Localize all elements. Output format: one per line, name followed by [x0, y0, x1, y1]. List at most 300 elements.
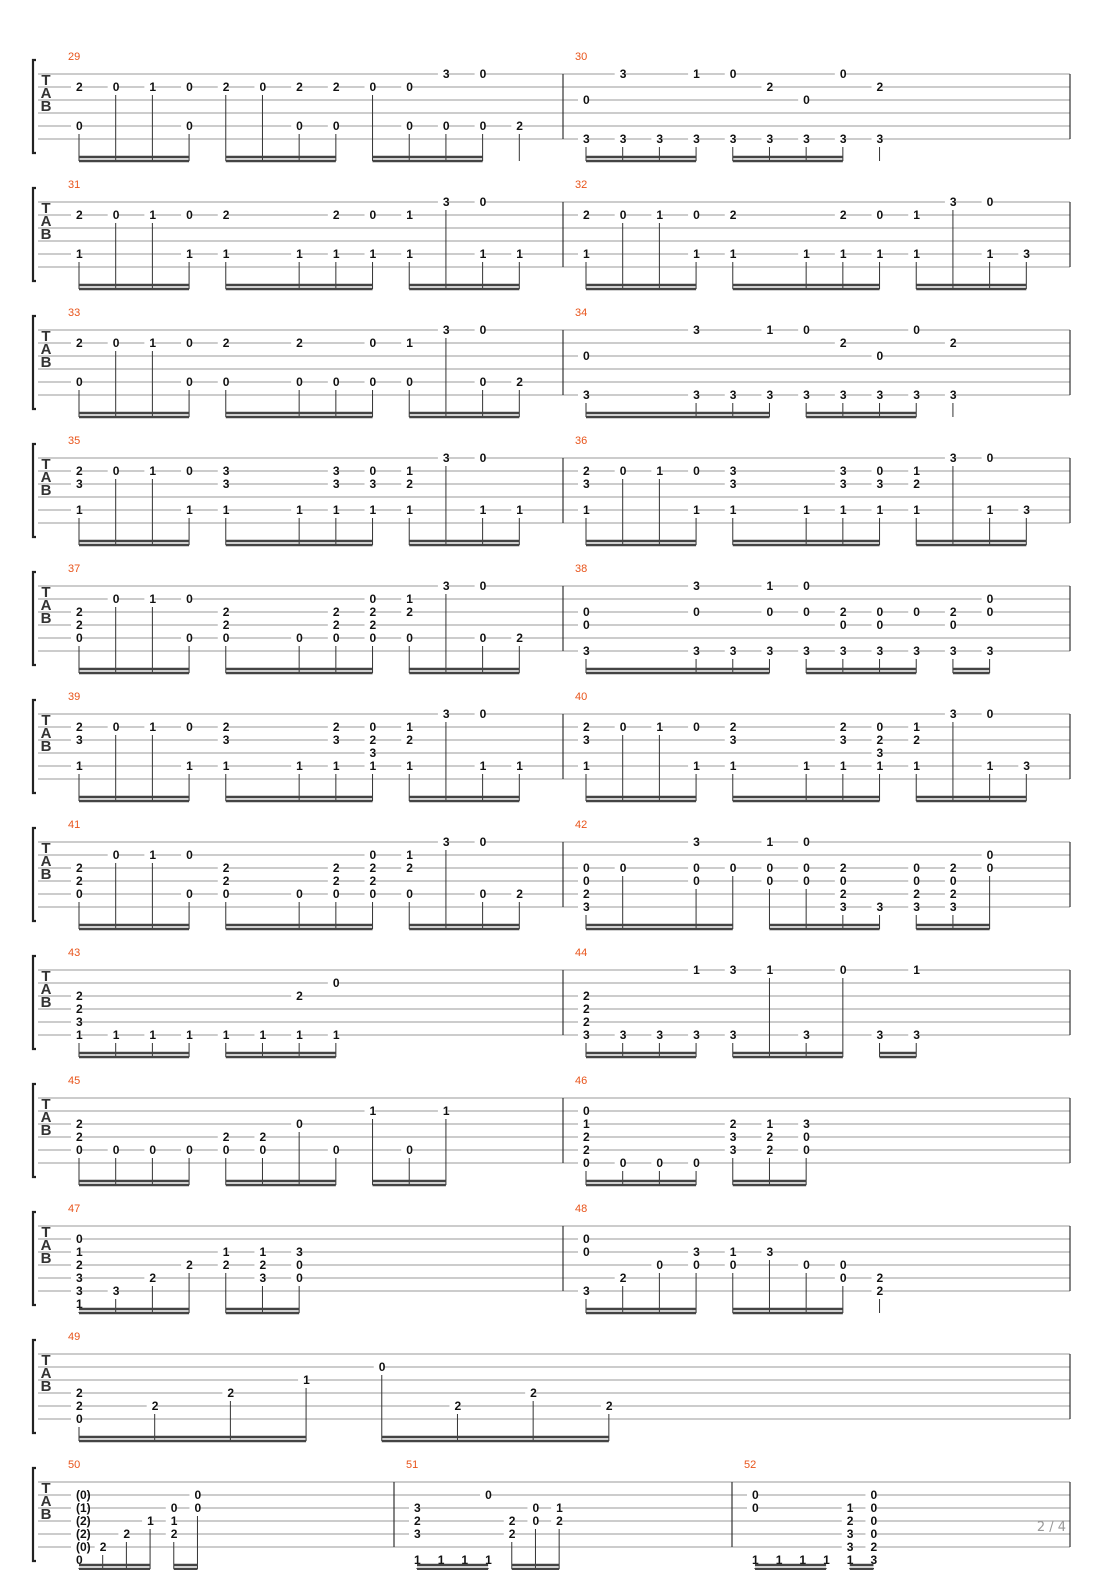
fret-number: 3: [222, 733, 230, 747]
fret-number: 2: [332, 80, 340, 94]
tab-clef-letter: T: [41, 1224, 51, 1241]
measure-number: 51: [406, 1459, 419, 1471]
fret-number: 3: [222, 477, 230, 491]
fret-number: 0: [442, 119, 450, 133]
fret-number: 0: [369, 592, 377, 606]
fret-number: 2: [530, 1386, 537, 1400]
fret-number: 1: [170, 1514, 178, 1528]
fret-number: 0: [803, 874, 810, 888]
fret-number: 2: [296, 80, 303, 94]
fret-number: 0: [656, 1258, 664, 1272]
tab-system: [33, 307, 1070, 417]
fret-number: 3: [259, 1271, 267, 1285]
fret-number: 1: [913, 759, 920, 773]
fret-number: 1: [149, 848, 157, 862]
fret-number: 3: [414, 1527, 421, 1541]
fret-number: 0: [186, 119, 193, 133]
fret-number: 2: [839, 208, 847, 222]
fret-number: 0: [186, 887, 193, 901]
fret-number: 3: [729, 733, 737, 747]
fret-number: 2: [76, 861, 83, 875]
tab-clef-letter: A: [40, 85, 52, 102]
fret-number: 1: [296, 247, 303, 261]
fret-number: 3: [1023, 247, 1030, 261]
system-bracket: [33, 572, 36, 665]
fret-number: 3: [112, 1284, 120, 1298]
measure-number: 49: [68, 1331, 81, 1343]
fret-number: 2: [583, 1015, 590, 1029]
fret-number: 0: [194, 1501, 202, 1515]
fret-number: 0: [296, 119, 303, 133]
fret-number: 3: [913, 644, 920, 658]
fret-number: 2: [332, 874, 340, 888]
fret-number: 2: [76, 1002, 83, 1016]
tab-clef-letter: B: [40, 354, 52, 371]
fret-number: 3: [583, 388, 590, 402]
tab-system: [33, 947, 1070, 1057]
fret-number: 2: [766, 1130, 774, 1144]
fret-number: 2: [259, 1258, 267, 1272]
fret-number: 0: [876, 618, 884, 632]
fret-number: 1: [149, 592, 157, 606]
fret-number: 0: [839, 1271, 847, 1285]
fret-number: 0: [583, 93, 590, 107]
fret-number: 3: [442, 707, 450, 721]
fret-number: 2: [170, 1527, 178, 1541]
fret-number: 3: [1023, 503, 1030, 517]
fret-number: 2: [222, 1258, 230, 1272]
tab-system: [33, 435, 1070, 545]
fret-number: 2: [76, 1117, 83, 1131]
fret-number: 1: [461, 1553, 469, 1567]
tab-clef-letter: A: [40, 981, 52, 998]
fret-number: 2: [583, 720, 590, 734]
fret-number: 0: [186, 1143, 193, 1157]
fret-number: 0: [76, 1143, 83, 1157]
fret-number: 0: [949, 874, 957, 888]
fret-number: 3: [839, 477, 847, 491]
fret-number: 0: [766, 874, 774, 888]
measure-number: 39: [68, 691, 81, 703]
fret-number: 2: [583, 1002, 590, 1016]
fret-number: 2: [913, 887, 920, 901]
fret-number: 0: [839, 618, 847, 632]
fret-number: 2: [729, 720, 737, 734]
fret-number: 1: [76, 759, 83, 773]
tab-system: [33, 179, 1070, 289]
fret-number: 0: [369, 464, 377, 478]
fret-number: 1: [296, 503, 303, 517]
fret-number: 3: [583, 132, 590, 146]
fret-number: 0: [729, 861, 737, 875]
fret-number: 1: [303, 1373, 310, 1387]
fret-number: 0: [870, 1501, 878, 1515]
fret-number: 3: [332, 733, 340, 747]
fret-number: 0: [583, 1245, 590, 1259]
measure-number: 40: [575, 691, 588, 703]
tab-clef-letter: B: [40, 866, 52, 883]
fret-number: 2: [949, 336, 957, 350]
fret-number: 2: [76, 1386, 83, 1400]
fret-number: 0: [369, 887, 377, 901]
fret-number: 1: [147, 1514, 154, 1528]
fret-number: 1: [76, 503, 83, 517]
fret-number: 1: [846, 1501, 854, 1515]
fret-number: 3: [846, 1527, 854, 1541]
fret-number: 0: [186, 592, 193, 606]
fret-number: 1: [76, 1028, 83, 1042]
fret-number: 0: [369, 208, 377, 222]
fret-number: 0: [479, 451, 487, 465]
fret-number: 1: [913, 720, 920, 734]
fret-number: 1: [986, 759, 994, 773]
fret-number: 3: [876, 132, 884, 146]
fret-number: 0: [485, 1488, 492, 1502]
fret-number: 3: [986, 644, 994, 658]
fret-number: 0: [76, 1553, 83, 1567]
fret-number: 3: [583, 477, 590, 491]
measure-number: 52: [744, 1459, 757, 1471]
fret-number: 1: [516, 759, 523, 773]
fret-number: 2: [76, 618, 83, 632]
fret-number: 0: [406, 375, 413, 389]
fret-number: 1: [76, 1297, 83, 1311]
fret-number: 0: [619, 464, 627, 478]
fret-number: 0: [369, 375, 377, 389]
fret-number: 2: [583, 1130, 590, 1144]
tab-clef-letter: B: [40, 738, 52, 755]
fret-number: 0: [332, 1143, 340, 1157]
fret-number: 0: [76, 375, 83, 389]
fret-number: 2: [222, 618, 230, 632]
fret-number: 0: [76, 119, 83, 133]
fret-number: 3: [332, 477, 340, 491]
fret-number: 3: [839, 132, 847, 146]
fret-number: 3: [729, 644, 737, 658]
fret-number: 2: [454, 1399, 462, 1413]
fret-number: 0: [803, 1143, 810, 1157]
fret-number: 2: [913, 477, 920, 491]
fret-number: 0: [876, 605, 884, 619]
fret-number: 3: [693, 1245, 700, 1259]
fret-number: 2: [332, 605, 340, 619]
fret-number: 2: [583, 989, 590, 1003]
fret-number: 1: [222, 503, 230, 517]
fret-number: 1: [406, 503, 413, 517]
system-bracket: [33, 1212, 36, 1305]
fret-number: 3: [296, 1245, 303, 1259]
fret-number: 3: [583, 900, 590, 914]
tab-clef-letter: A: [40, 1237, 52, 1254]
tab-clef-letter: T: [41, 968, 51, 985]
tab-clef-letter: A: [40, 853, 52, 870]
fret-number: 3: [913, 388, 920, 402]
fret-number: 0: [729, 67, 737, 81]
tab-clef-letter: A: [40, 597, 52, 614]
fret-number: 0: [479, 323, 487, 337]
fret-number: 2: [332, 208, 340, 222]
fret-number: 3: [876, 900, 884, 914]
fret-number: 2: [583, 1143, 590, 1157]
fret-number: 2: [222, 336, 230, 350]
fret-number: 1: [775, 1553, 783, 1567]
fret-number: 0: [583, 605, 590, 619]
tab-clef-letter: B: [40, 1378, 52, 1395]
fret-number: 3: [839, 900, 847, 914]
fret-number: 1: [332, 759, 340, 773]
tab-system: [33, 1203, 1070, 1313]
fret-number: 0: [583, 861, 590, 875]
fret-number: 0: [332, 976, 340, 990]
fret-number: 2: [839, 605, 847, 619]
fret-number: 0: [332, 375, 340, 389]
fret-number: 3: [442, 323, 450, 337]
fret-number: 0: [76, 887, 83, 901]
fret-number: 0: [112, 1143, 120, 1157]
fret-number: 0: [693, 861, 700, 875]
fret-number: 2: [870, 1540, 878, 1554]
fret-number: 2: [516, 375, 523, 389]
fret-number: 1: [369, 247, 377, 261]
measure-number: 50: [68, 1459, 81, 1471]
fret-number: 2: [332, 618, 340, 632]
fret-number: 2: [516, 631, 523, 645]
fret-number: 0: [803, 1258, 810, 1272]
fret-number: 3: [656, 1028, 664, 1042]
fret-number: (1): [76, 1501, 91, 1515]
tab-clef-letter: B: [40, 610, 52, 627]
fret-number: 1: [803, 247, 810, 261]
fret-number: 0: [149, 1143, 157, 1157]
fret-number: 0: [766, 861, 774, 875]
fret-number: 1: [913, 503, 920, 517]
fret-number: 3: [876, 1028, 884, 1042]
fret-number: 3: [839, 388, 847, 402]
fret-number: 1: [296, 759, 303, 773]
fret-number: 0: [186, 336, 193, 350]
system-bracket: [33, 700, 36, 793]
fret-number: 0: [913, 861, 920, 875]
page-number: 2 / 4: [1036, 1520, 1066, 1535]
fret-number: 1: [656, 208, 664, 222]
fret-number: 1: [729, 759, 737, 773]
tab-clef-letter: B: [40, 1506, 52, 1523]
fret-number: 0: [752, 1501, 759, 1515]
fret-number: 1: [222, 759, 230, 773]
fret-number: 1: [406, 464, 413, 478]
fret-number: 0: [986, 605, 994, 619]
fret-number: 0: [170, 1501, 178, 1515]
fret-number: 1: [485, 1553, 492, 1567]
fret-number: 0: [870, 1527, 878, 1541]
fret-number: 0: [369, 631, 377, 645]
fret-number: 1: [823, 1553, 830, 1567]
fret-number: 2: [332, 861, 340, 875]
fret-number: 1: [693, 759, 700, 773]
fret-number: 1: [406, 208, 413, 222]
tab-clef-letter: A: [40, 469, 52, 486]
system-bracket: [33, 316, 36, 409]
fret-number: 2: [846, 1514, 854, 1528]
fret-number: 1: [186, 247, 193, 261]
fret-number: 0: [406, 119, 413, 133]
fret-number: 0: [222, 887, 230, 901]
fret-number: 1: [803, 759, 810, 773]
fret-number: 2: [76, 605, 83, 619]
fret-number: 1: [149, 1028, 157, 1042]
fret-number: 1: [149, 336, 157, 350]
fret-number: 1: [369, 1104, 377, 1118]
fret-number: 2: [839, 720, 847, 734]
fret-number: 3: [876, 746, 884, 760]
system-bracket: [33, 1340, 36, 1433]
fret-number: 2: [222, 1130, 230, 1144]
fret-number: 0: [986, 707, 994, 721]
fret-number: 2: [186, 1258, 193, 1272]
fret-number: 0: [803, 605, 810, 619]
fret-number: 3: [949, 900, 957, 914]
fret-number: 3: [870, 1553, 878, 1567]
fret-number: 1: [876, 759, 884, 773]
fret-number: 3: [949, 707, 957, 721]
fret-number: 1: [583, 759, 590, 773]
fret-number: 1: [693, 67, 700, 81]
fret-number: 3: [222, 464, 230, 478]
fret-number: 1: [406, 848, 413, 862]
fret-number: 2: [99, 1540, 107, 1554]
fret-number: 0: [839, 963, 847, 977]
fret-number: 1: [76, 247, 83, 261]
tab-clef-letter: T: [41, 840, 51, 857]
fret-number: 0: [693, 464, 700, 478]
fret-number: 2: [222, 720, 230, 734]
fret-number: 3: [729, 477, 737, 491]
fret-number: 3: [332, 464, 340, 478]
fret-number: 3: [949, 451, 957, 465]
fret-number: 0: [259, 80, 267, 94]
fret-number: 0: [186, 720, 193, 734]
tab-system: [33, 691, 1070, 801]
fret-number: 2: [839, 861, 847, 875]
fret-number: 2: [508, 1514, 516, 1528]
fret-number: 2: [222, 80, 230, 94]
fret-number: 2: [76, 336, 83, 350]
fret-number: 0: [112, 720, 120, 734]
fret-number: 0: [194, 1488, 202, 1502]
fret-number: 2: [406, 733, 413, 747]
measure-number: 38: [575, 563, 588, 575]
fret-number: 0: [532, 1501, 540, 1515]
fret-number: 0: [296, 1117, 303, 1131]
fret-number: 2: [876, 733, 884, 747]
fret-number: 3: [729, 464, 737, 478]
fret-number: 0: [583, 1104, 590, 1118]
measure-number: 37: [68, 563, 81, 575]
fret-number: 0: [479, 579, 487, 593]
measure-number: 30: [575, 51, 588, 63]
fret-number: 0: [369, 336, 377, 350]
fret-number: 1: [186, 503, 193, 517]
fret-number: 0: [986, 592, 994, 606]
fret-number: 0: [913, 874, 920, 888]
fret-number: 0: [479, 707, 487, 721]
fret-number: (0): [76, 1540, 91, 1554]
fret-number: 1: [766, 323, 774, 337]
measure-number: 31: [68, 179, 81, 191]
tab-clef-letter: T: [41, 200, 51, 217]
fret-number: 1: [583, 247, 590, 261]
fret-number: 0: [222, 375, 230, 389]
fret-number: 2: [222, 861, 230, 875]
fret-number: 1: [479, 759, 487, 773]
fret-number: 1: [406, 720, 413, 734]
fret-number: 3: [876, 644, 884, 658]
fret-number: 3: [876, 388, 884, 402]
tab-system: [33, 1459, 1070, 1569]
measure-number: 43: [68, 947, 81, 959]
fret-number: 2: [516, 119, 523, 133]
fret-number: 1: [729, 1245, 737, 1259]
fret-number: 1: [839, 759, 847, 773]
fret-number: 0: [583, 349, 590, 363]
fret-number: 0: [332, 119, 340, 133]
fret-number: 2: [414, 1514, 421, 1528]
fret-number: 2: [508, 1527, 516, 1541]
fret-number: 3: [442, 579, 450, 593]
fret-number: 0: [803, 835, 810, 849]
fret-number: 1: [913, 464, 920, 478]
fret-number: 1: [986, 247, 994, 261]
fret-number: 2: [766, 80, 774, 94]
fret-number: 3: [949, 195, 957, 209]
fret-number: 2: [583, 208, 590, 222]
system-bracket: [33, 444, 36, 537]
fret-number: 3: [766, 132, 774, 146]
fret-number: 0: [913, 323, 920, 337]
fret-number: 0: [186, 208, 193, 222]
fret-number: 3: [729, 963, 737, 977]
fret-number: 0: [186, 848, 193, 862]
fret-number: 0: [803, 861, 810, 875]
fret-number: 2: [729, 1117, 737, 1131]
fret-number: 1: [149, 208, 157, 222]
fret-number: 0: [369, 720, 377, 734]
fret-number: 1: [729, 247, 737, 261]
tab-clef-letter: B: [40, 482, 52, 499]
fret-number: 2: [76, 464, 83, 478]
fret-number: 0: [876, 464, 884, 478]
fret-number: 0: [803, 579, 810, 593]
tab-clef-letter: B: [40, 1250, 52, 1267]
fret-number: 3: [729, 132, 737, 146]
fret-number: 1: [876, 247, 884, 261]
fret-number: 3: [803, 132, 810, 146]
tab-clef-letter: T: [41, 328, 51, 345]
measure-number: 44: [575, 947, 588, 959]
fret-number: 0: [112, 848, 120, 862]
tab-clef-letter: T: [41, 1352, 51, 1369]
tab-clef-letter: A: [40, 213, 52, 230]
tab-clef-letter: A: [40, 725, 52, 742]
tab-system: [33, 51, 1070, 161]
fret-number: 3: [583, 733, 590, 747]
fret-number: 2: [949, 605, 957, 619]
fret-number: 1: [437, 1553, 445, 1567]
fret-number: 2: [583, 887, 590, 901]
measure-number: 35: [68, 435, 81, 447]
fret-number: 3: [729, 388, 737, 402]
fret-number: 2: [949, 861, 957, 875]
